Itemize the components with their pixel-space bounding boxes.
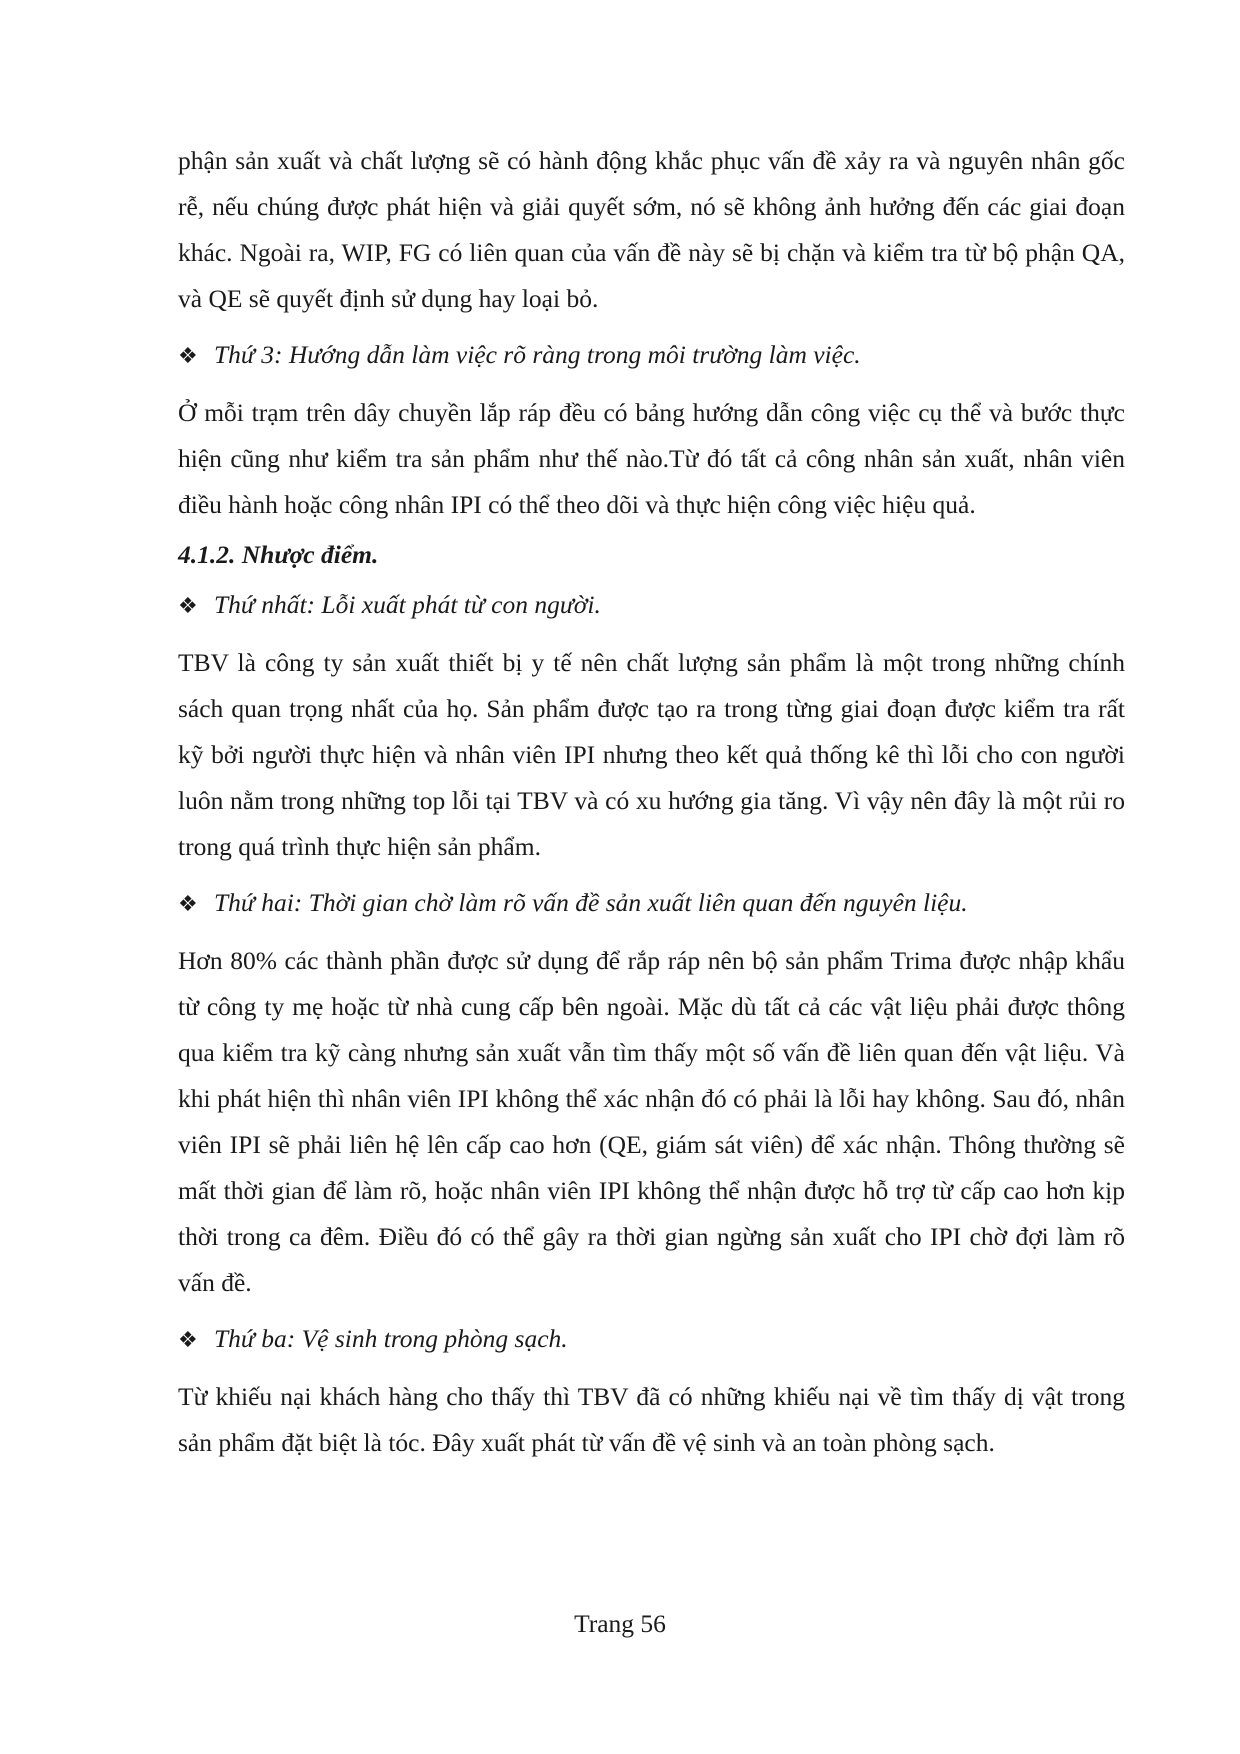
page-body: [178, 138, 1125, 1466]
diamond-bullet-icon: ❖: [178, 1328, 198, 1353]
bullet-text: Thứ ba: Vệ sinh trong phòng sạch.: [214, 1324, 568, 1353]
page-number: Trang 56: [574, 1609, 666, 1638]
section-heading: 4.1.2. Nhược điểm.: [178, 540, 379, 569]
paragraph-cleanroom-hygiene: Từ khiếu nại khách hàng cho thấy thì TBV đã có những khiếu nại về tìm thấy dị vật trong sản phẩm đặt biệt là tóc. Đây xuất phát từ vấn đề vệ sinh và an toàn phòng sạch.: [178, 1382, 1125, 1457]
bullet-text: Thứ hai: Thời gian chờ làm rõ vấn đề sản xuất liên quan đến nguyên liệu.: [214, 888, 968, 917]
bullet-item-human-error: [178, 582, 1125, 630]
paragraph-qa-action: phận sản xuất và chất lượng sẽ có hành động khắc phục vấn đề xảy ra và nguyên nhân gốc rễ, nếu chúng được phát hiện và giải quyết sớm, nó sẽ không ảnh hưởng đến các giai đoạn khác. Ngoài ra, WIP, FG có liên quan của vấn đề này sẽ bị chặn và kiểm tra từ bộ phận QA, và QE sẽ quyết định sử dụng hay loại bỏ.: [178, 146, 1125, 313]
bullet-text: Thứ nhất: Lỗi xuất phát từ con người.: [214, 590, 601, 619]
bullet-item-clear-guidance: [178, 332, 1125, 380]
bullet-item-cleanroom-hygiene: [178, 1316, 1125, 1364]
diamond-bullet-icon: ❖: [178, 594, 198, 619]
paragraph-human-error: TBV là công ty sản xuất thiết bị y tế nên chất lượng sản phẩm là một trong những chính sách quan trọng nhất của họ. Sản phẩm được tạo ra trong từng giai đoạn được kiểm tra rất kỹ bởi người thực hiện và nhân viên IPI nhưng theo kết quả thống kê thì lỗi cho con người luôn nằm trong những top lỗi tại TBV và có xu hướng gia tăng. Vì vậy nên đây là một rủi ro trong quá trình thực hiện sản phẩm.: [178, 648, 1125, 861]
paragraph-material-wait-time: Hơn 80% các thành phần được sử dụng để rắp ráp nên bộ sản phẩm Trima được nhập khẩu từ công ty mẹ hoặc từ nhà cung cấp bên ngoài. Mặc dù tất cả các vật liệu phải được thông qua kiểm tra kỹ càng nhưng sản xuất vẫn tìm thấy một số vấn đề liên quan đến vật liệu. Và khi phát hiện thì nhân viên IPI không thể xác nhận đó có phải là lỗi hay không. Sau đó, nhân viên IPI sẽ phải liên hệ lên cấp cao hơn (QE, giám sát viên) để xác nhận. Thông thường sẽ mất thời gian để làm rõ, hoặc nhân viên IPI không thể nhận được hỗ trợ từ cấp cao hơn kịp thời trong ca đêm. Điều đó có thể gây ra thời gian ngừng sản xuất cho IPI chờ đợi làm rõ vấn đề.: [178, 946, 1125, 1297]
diamond-bullet-icon: ❖: [178, 892, 198, 917]
bullet-item-material-wait-time: [178, 880, 1125, 928]
paragraph-work-instructions: Ở mỗi trạm trên dây chuyền lắp ráp đều có bảng hướng dẫn công việc cụ thể và bước thực hiện cũng như kiểm tra sản phẩm như thế nào.Từ đó tất cả công nhân sản xuất, nhân viên điều hành hoặc công nhân IPI có thể theo dõi và thực hiện công việc hiệu quả.: [178, 398, 1125, 519]
diamond-bullet-icon: ❖: [178, 344, 198, 369]
bullet-text: Thứ 3: Hướng dẫn làm việc rõ ràng trong môi trường làm việc.: [214, 340, 861, 369]
